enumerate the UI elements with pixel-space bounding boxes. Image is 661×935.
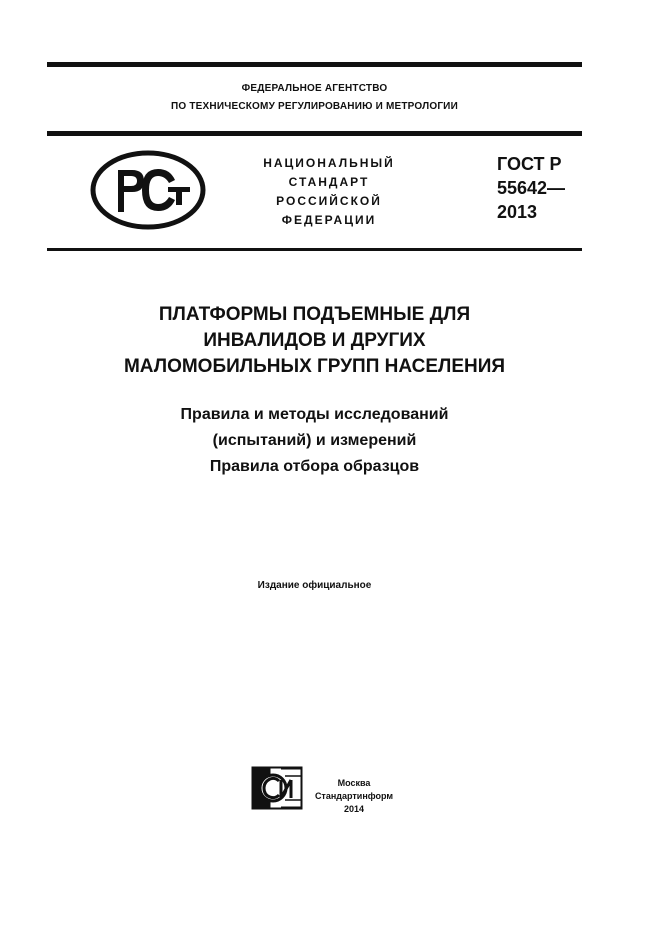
publisher-block xyxy=(306,777,402,816)
designation-line: 2013 xyxy=(497,202,538,222)
standartinform-logo-icon xyxy=(251,766,303,810)
agency-line-2: ПО ТЕХНИЧЕСКОМУ РЕГУЛИРОВАНИЮ И МЕТРОЛОГИИ xyxy=(171,101,458,112)
designation-line: 55642— xyxy=(497,178,566,198)
rst-certification-mark-icon xyxy=(90,150,206,230)
standard-designation xyxy=(497,152,565,224)
national-standard-block xyxy=(250,154,408,230)
subtitle-line: Правила отбора образцов xyxy=(209,458,420,475)
title-line: ИНВАЛИДОВ И ДРУГИХ xyxy=(203,330,426,351)
edition-note: Издание официальное xyxy=(257,580,372,591)
publisher-city: Москва xyxy=(337,778,371,788)
publisher-name: Стандартинформ xyxy=(314,791,394,801)
designation-line: ГОСТ Р xyxy=(497,154,562,174)
agency-line-1: ФЕДЕРАЛЬНОЕ АГЕНТСТВО xyxy=(241,83,388,94)
section-rule xyxy=(47,248,582,251)
national-standard-line: ФЕДЕРАЦИИ xyxy=(281,213,377,227)
title-line: ПЛАТФОРМЫ ПОДЪЕМНЫЕ ДЛЯ xyxy=(158,304,471,325)
national-standard-line: НАЦИОНАЛЬНЫЙ xyxy=(263,156,395,170)
subtitle-line: (испытаний) и измерений xyxy=(212,432,417,449)
national-standard-line: СТАНДАРТ xyxy=(288,175,370,189)
publisher-year: 2014 xyxy=(343,804,365,814)
top-rule xyxy=(47,62,582,67)
document-subtitle xyxy=(47,402,582,480)
title-line: МАЛОМОБИЛЬНЫХ ГРУПП НАСЕЛЕНИЯ xyxy=(123,356,506,377)
national-standard-line: РОССИЙСКОЙ xyxy=(276,194,382,208)
header-rule xyxy=(47,131,582,136)
document-title xyxy=(47,302,582,380)
subtitle-line: Правила и методы исследований xyxy=(180,406,449,423)
